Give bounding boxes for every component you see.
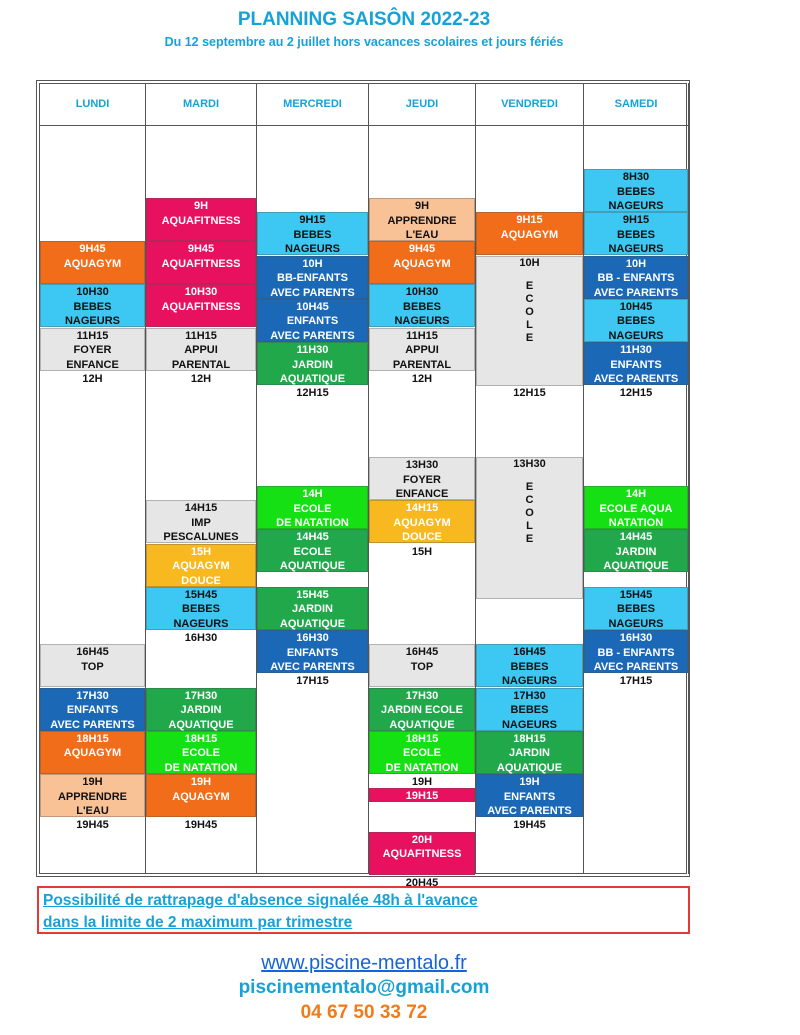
session-time: 10H30 (76, 286, 109, 299)
session-time: 11H15 (406, 329, 438, 342)
session-label: AVEC PARENTS (487, 805, 572, 817)
session-time: 14H (302, 488, 323, 500)
session-block (369, 328, 475, 371)
session-block (476, 688, 583, 731)
session-label: BEBES (403, 300, 441, 313)
phone-number: 04 67 50 33 72 (300, 1002, 428, 1023)
session-time: 15H45 (184, 588, 218, 601)
session-time: 9H45 (408, 243, 436, 256)
session-time: 16H30 (619, 632, 653, 644)
page-title: PLANNING SAISÔN 2022-23 (237, 9, 491, 30)
session-block (146, 241, 256, 284)
session-time: 10H45 (619, 300, 653, 313)
session-block (476, 644, 583, 687)
session-label: ECOLE (403, 747, 441, 760)
session-label: AQUAGYM (63, 257, 122, 270)
session-time: 14H45 (296, 531, 329, 544)
end-time: 12H15 (513, 387, 546, 400)
session-block (584, 529, 688, 572)
session-label: NAGEURS (608, 617, 664, 630)
end-time: 12H15 (619, 387, 653, 400)
end-time: 12H (190, 372, 212, 385)
session-time: 9H45 (187, 243, 215, 256)
session-label: ENFANCE (395, 488, 449, 501)
session-label: O (525, 507, 534, 520)
session-label: AQUAFITNESS (382, 848, 462, 861)
day-header-lundi: LUNDI (75, 98, 110, 110)
session-label: AQUAFITNESS (161, 214, 241, 227)
session-label: NAGEURS (608, 200, 664, 213)
session-label: PARENTAL (171, 358, 231, 371)
session-time: 11H30 (620, 344, 652, 356)
session-block (476, 256, 583, 386)
session-label: ECOLE AQUA (599, 502, 673, 515)
session-label: NAGEURS (173, 617, 229, 630)
session-label: C (525, 292, 534, 305)
session-time: 10H45 (296, 300, 329, 313)
session-label: BEBES (182, 603, 220, 616)
session-label: NATATION (608, 517, 664, 529)
session-label: JARDIN (615, 545, 657, 558)
page-subtitle: Du 12 septembre au 2 juillet hors vacances scolaires et jours fériés (164, 35, 564, 49)
session-block (369, 832, 475, 875)
session-time: 10H30 (184, 286, 218, 299)
session-time: 19H15 (405, 790, 439, 803)
session-block (584, 169, 688, 212)
session-block (476, 457, 583, 599)
session-label: TOP (81, 660, 104, 673)
session-label: AQUAGYM (393, 516, 451, 529)
session-label: NAGEURS (608, 243, 664, 256)
session-block (257, 342, 368, 385)
session-block (40, 731, 145, 774)
day-header-jeudi: JEUDI (405, 98, 439, 110)
end-time: 12H (411, 372, 433, 385)
session-label: DE NATATION (164, 761, 238, 774)
session-label: FOYER (403, 473, 441, 486)
session-time: 13H30 (405, 459, 439, 472)
session-time: 15H (190, 545, 212, 558)
session-time: 8H30 (622, 171, 650, 184)
session-block (369, 284, 475, 327)
session-label: L'EAU (405, 229, 439, 241)
session-block (584, 486, 688, 529)
column-divider (688, 83, 689, 874)
session-time: 10H (519, 256, 540, 269)
session-label: ECOLE (293, 545, 332, 558)
session-label: AQUATIQUE (496, 761, 563, 774)
session-label: DOUCE (181, 574, 221, 587)
session-time: 19H (82, 776, 103, 788)
session-label: AQUATIQUE (279, 560, 346, 573)
session-label: NAGEURS (64, 315, 120, 328)
session-block (257, 630, 368, 673)
session-block (584, 299, 688, 342)
session-block (369, 731, 475, 774)
session-time: 17H30 (76, 689, 109, 702)
session-label: AQUAGYM (500, 228, 559, 241)
session-label: AQUAGYM (172, 560, 230, 573)
session-label: BB - ENFANTS (597, 272, 675, 285)
session-label: BEBES (617, 228, 655, 241)
session-label: AQUAFITNESS (382, 804, 462, 817)
session-time: 14H45 (619, 531, 653, 544)
session-label: AQUATIQUE (603, 560, 669, 573)
session-label: AQUATIQUE (389, 718, 455, 731)
session-label: E (525, 279, 534, 292)
session-label: AQUATIQUE (279, 373, 346, 385)
end-time: 19H45 (76, 819, 109, 832)
session-label: E (525, 533, 534, 546)
session-time: 9H15 (299, 214, 326, 227)
session-time: 14H15 (405, 502, 439, 515)
session-time: 17H30 (513, 689, 546, 702)
end-time: 19H (411, 776, 433, 788)
session-block (584, 212, 688, 255)
session-time: 9H15 (516, 214, 543, 227)
session-block (369, 457, 475, 500)
session-label: PARENTAL (392, 358, 452, 371)
session-label: ENFANTS (610, 358, 662, 371)
end-time: 12H15 (296, 387, 329, 400)
session-label: ENFANCE (66, 358, 119, 371)
session-time: 15H45 (296, 588, 329, 601)
session-label: BB - ENFANTS (597, 646, 675, 659)
session-label: FOYER (73, 344, 112, 357)
day-header-mercredi: MERCREDI (283, 98, 342, 110)
session-label: ENFANTS (503, 790, 556, 803)
session-label: APPRENDRE (57, 790, 128, 803)
session-label: AVEC PARENTS (270, 329, 355, 342)
session-label: NAGEURS (394, 315, 450, 328)
session-label: NAGEURS (284, 243, 340, 256)
session-label: DE NATATION (276, 517, 349, 529)
website-link[interactable]: www.piscine-mentalo.fr (261, 952, 467, 974)
session-label: ENFANTS (286, 315, 339, 328)
session-label: ENFANTS (286, 646, 339, 659)
session-block (257, 587, 368, 630)
session-time: 9H (193, 200, 209, 212)
session-time: 10H (625, 257, 647, 270)
session-label: BEBES (293, 228, 332, 241)
session-time: 17H30 (405, 689, 439, 702)
session-block (146, 328, 256, 371)
end-time: 19H45 (513, 819, 546, 832)
session-label: DOUCE (402, 531, 442, 544)
session-time: 11H30 (296, 344, 329, 356)
session-label: BB-ENFANTS (277, 272, 348, 285)
end-time: 17H15 (296, 675, 329, 688)
session-time: 9H15 (622, 214, 650, 227)
session-label: ECOLE (293, 502, 332, 515)
session-block (40, 688, 145, 731)
session-block (40, 774, 145, 817)
session-block (369, 198, 475, 241)
session-time: 16H45 (405, 646, 439, 659)
session-block (476, 731, 583, 774)
session-time: 19H (519, 776, 540, 788)
session-label: O (525, 305, 534, 318)
session-time: 19H (190, 776, 212, 788)
session-label: AQUATIQUE (168, 718, 234, 731)
session-block (369, 241, 475, 284)
session-time: 16H30 (296, 632, 329, 644)
session-label: DE NATATION (385, 761, 459, 774)
session-label: AVEC PARENTS (593, 286, 679, 299)
session-block (369, 688, 475, 731)
notice-line-1: Possibilité de rattrapage d'absence signalée 48h à l'avance (43, 892, 478, 909)
session-label: APPUI (184, 344, 218, 357)
session-label: JARDIN (292, 603, 333, 616)
session-time: 11H15 (76, 329, 109, 342)
session-label: AQUAFITNESS (161, 300, 241, 313)
session-label: NAGEURS (608, 329, 664, 342)
session-time: 20H (411, 833, 433, 846)
session-block (584, 630, 688, 673)
session-label: BEBES (617, 315, 655, 328)
end-time: 17H15 (619, 675, 653, 688)
session-block (476, 212, 583, 255)
session-label: AQUAGYM (172, 790, 230, 803)
session-block (146, 198, 256, 241)
session-label: JARDIN (180, 704, 222, 717)
session-time: 18H15 (405, 732, 439, 745)
session-block (476, 774, 583, 817)
session-time: 18H15 (184, 732, 218, 745)
session-time: 16H45 (513, 646, 546, 659)
session-block (40, 328, 145, 371)
day-header-vendredi: VENDREDI (501, 98, 558, 110)
end-time: 16H30 (184, 632, 218, 644)
session-block (146, 500, 256, 543)
session-block (369, 644, 475, 687)
session-time: 14H15 (184, 502, 218, 515)
session-block (146, 688, 256, 731)
session-label: ENFANTS (66, 704, 119, 717)
day-header-mardi: MARDI (182, 98, 220, 110)
session-block (584, 256, 688, 299)
session-label: APPRENDRE (387, 214, 457, 227)
session-label: BEBES (617, 185, 655, 198)
session-label: PESCALUNES (163, 531, 239, 544)
session-time: 15H45 (619, 588, 653, 601)
session-time: 18H15 (513, 732, 546, 745)
session-label: ECOLE (182, 747, 220, 760)
session-block (257, 212, 368, 255)
session-label: AVEC PARENTS (593, 661, 679, 673)
session-time: 16H45 (76, 646, 109, 659)
session-label: L (526, 520, 533, 533)
session-block (146, 284, 256, 327)
session-block (146, 587, 256, 630)
end-time: 20H45 (405, 876, 439, 889)
session-block (146, 544, 256, 587)
session-block (369, 500, 475, 543)
session-block (369, 788, 475, 817)
session-block (584, 587, 688, 630)
session-label: L (526, 318, 533, 331)
session-time: 11H15 (185, 329, 217, 342)
header-divider (39, 125, 688, 126)
session-block (40, 241, 145, 284)
session-label: E (525, 481, 534, 494)
end-time: 12H (82, 372, 103, 385)
end-time: 19H45 (184, 819, 218, 832)
end-time: 15H (411, 545, 433, 558)
session-label: AVEC PARENTS (50, 718, 135, 731)
session-label: AQUAGYM (393, 257, 451, 270)
session-block (40, 284, 145, 327)
session-time: 17H30 (184, 689, 218, 702)
email-address[interactable]: piscinementalo@gmail.com (238, 977, 490, 998)
session-label: APPUI (405, 344, 439, 357)
notice-box (37, 886, 690, 934)
session-label: E (525, 331, 534, 344)
session-label: JARDIN (509, 747, 550, 760)
session-time: 10H (302, 257, 323, 270)
session-block (257, 256, 368, 299)
day-header-samedi: SAMEDI (614, 98, 658, 110)
session-block (40, 644, 145, 687)
session-label: BEBES (510, 704, 549, 717)
column-divider (256, 83, 257, 874)
session-label: AVEC PARENTS (593, 373, 679, 385)
session-label: C (525, 494, 534, 507)
session-label: NAGEURS (501, 718, 557, 731)
session-label: JARDIN (292, 358, 333, 371)
session-time: 10H30 (405, 286, 439, 299)
session-block (146, 731, 256, 774)
session-label: TOP (410, 660, 434, 673)
session-label: JARDIN ECOLE (381, 704, 463, 717)
session-label: AVEC PARENTS (270, 661, 355, 673)
session-block (257, 299, 368, 342)
notice-line-2: dans la limite de 2 maximum par trimestre (43, 914, 353, 931)
session-label: AVEC PARENTS (270, 286, 355, 299)
session-time: 14H (625, 488, 647, 500)
session-block (257, 529, 368, 572)
session-block (146, 774, 256, 817)
session-time: 9H (414, 200, 430, 212)
session-label: IMP (191, 516, 211, 529)
session-label: BEBES (510, 660, 549, 673)
session-label: L'EAU (76, 805, 109, 817)
session-time: 9H45 (79, 243, 106, 256)
session-block (257, 486, 368, 529)
session-block (584, 342, 688, 385)
session-label: AQUATIQUE (279, 617, 346, 630)
session-label: NAGEURS (501, 675, 557, 688)
session-label: BEBES (73, 300, 112, 313)
session-label: AQUAFITNESS (161, 257, 241, 270)
session-time: 18H15 (76, 732, 109, 745)
session-label: AQUAGYM (63, 747, 122, 760)
session-label: BEBES (617, 603, 655, 616)
session-time: 13H30 (513, 458, 546, 471)
